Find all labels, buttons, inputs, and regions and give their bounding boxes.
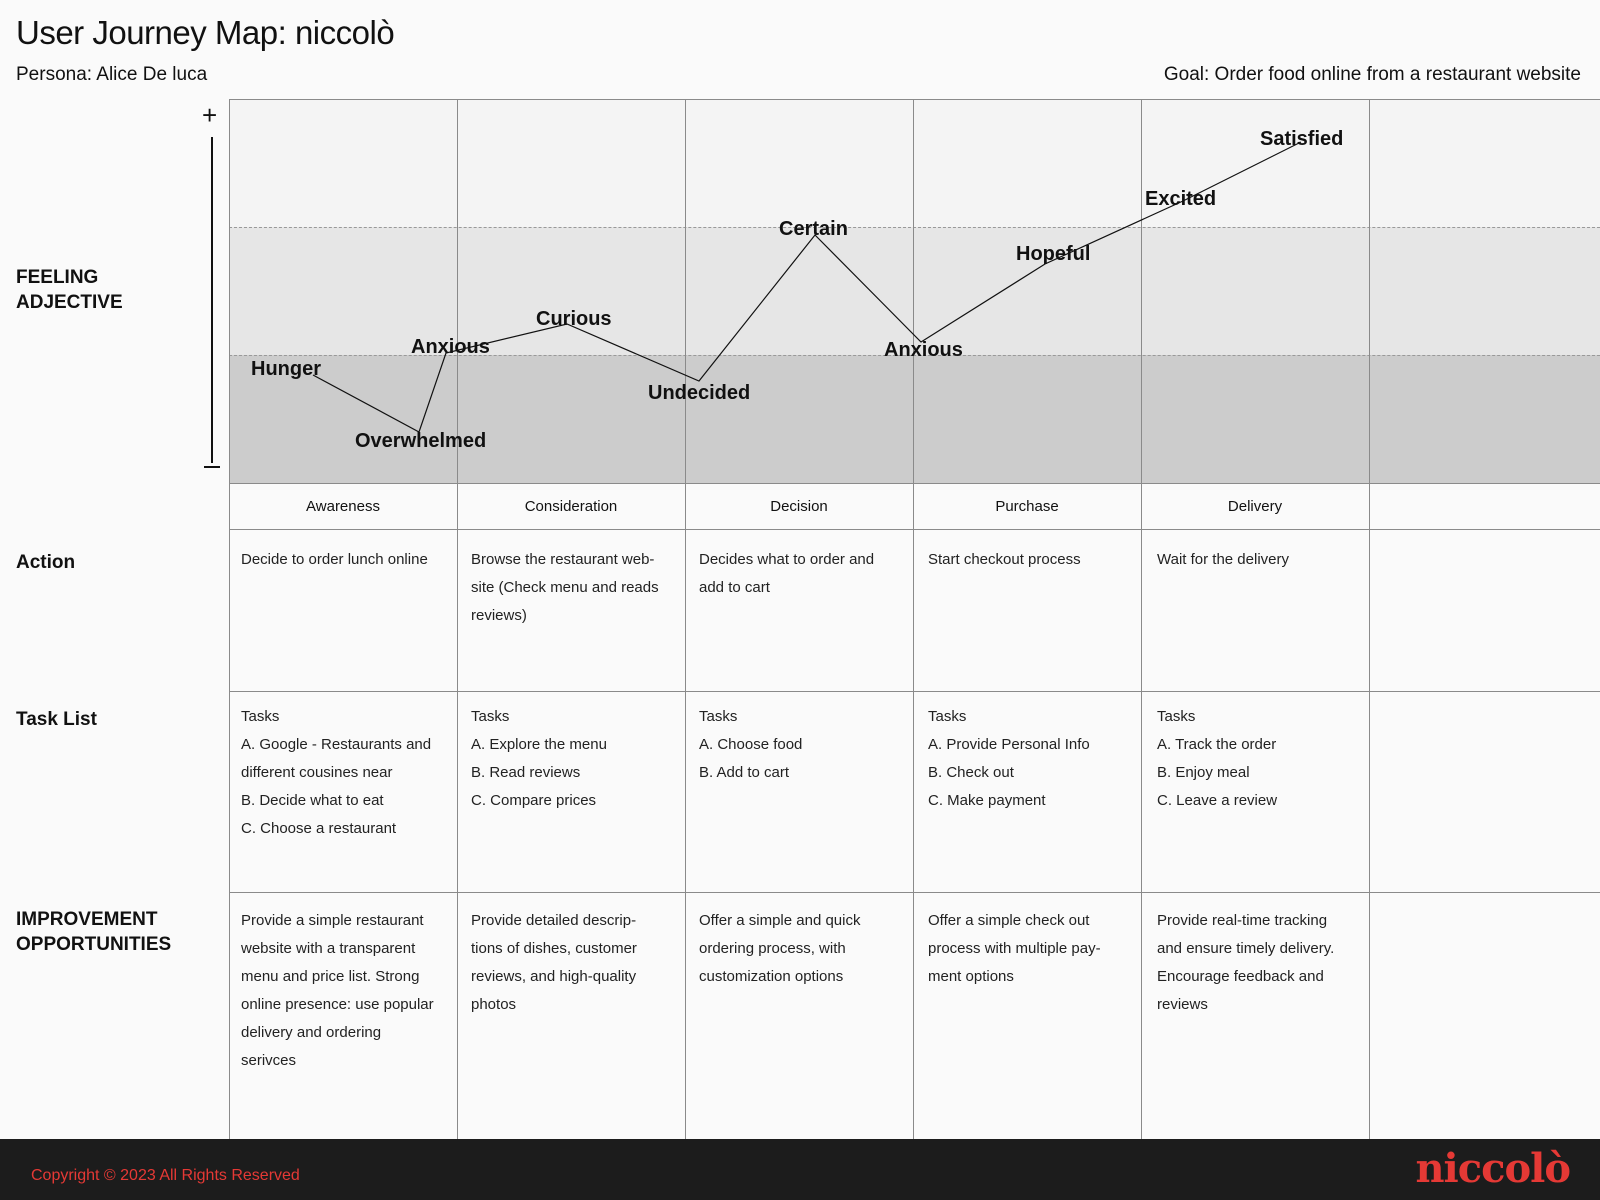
grid-line xyxy=(913,99,914,1139)
task-cell: Tasks A. Track the order B. Enjoy meal C. Leave a review xyxy=(1157,708,1278,809)
feeling-label: Hunger xyxy=(251,358,321,380)
action-cell: Decides what to order and add to cart xyxy=(699,551,875,596)
page-title: User Journey Map: niccolò xyxy=(16,14,395,51)
action-cell: Decide to order lunch online xyxy=(241,551,428,568)
grid-line xyxy=(1369,99,1370,1139)
feeling-label: Satisfied xyxy=(1260,128,1344,150)
improvement-cell: Offer a simple check out process with multiple pay- ment options xyxy=(928,912,1101,985)
feeling-label: Anxious xyxy=(411,336,490,358)
feeling-label: Overwhelmed xyxy=(355,430,487,452)
grid-line xyxy=(229,892,1600,893)
stage-decision: Decision xyxy=(770,498,828,515)
grid-line xyxy=(229,99,1600,100)
goal-label: Goal: Order food online from a restaurant website xyxy=(1163,64,1581,85)
brand-logo: niccolò xyxy=(1415,1145,1570,1192)
row-label-improvement: IMPROVEMENT OPPORTUNITIES xyxy=(16,909,172,955)
feeling-band-neutral xyxy=(229,227,1600,355)
grid-line xyxy=(1141,99,1142,1139)
task-cell: Tasks A. Choose food B. Add to cart xyxy=(699,708,803,781)
improvement-cell: Provide a simple restaurant website with a transparent menu and price list. Strong online presence: use popular delivery and ordering serivces xyxy=(241,912,434,1069)
footer xyxy=(0,1139,1600,1200)
grid-line xyxy=(229,99,230,1139)
task-cell: Tasks A. Explore the menu B. Read reviews C. Compare prices xyxy=(471,708,607,809)
stage-delivery: Delivery xyxy=(1227,498,1283,515)
band-divider xyxy=(229,355,1600,356)
improvement-cell: Provide detailed descrip- tions of dishes, customer reviews, and high-quality photos xyxy=(471,912,637,1013)
feeling-band-positive xyxy=(229,99,1600,227)
stage-awareness: Awareness xyxy=(306,498,380,515)
stage-consideration: Consideration xyxy=(524,498,618,515)
feeling-label: Curious xyxy=(536,308,612,330)
row-label-tasks: Task List xyxy=(16,709,97,730)
scale-plus-icon: + xyxy=(202,100,218,130)
feeling-label: Certain xyxy=(779,218,848,240)
grid-line xyxy=(457,99,458,1139)
feeling-label: Hopeful xyxy=(1016,243,1091,265)
scale-minus-icon xyxy=(204,466,220,468)
feeling-band-negative xyxy=(229,355,1600,483)
row-label-feeling: FEELING ADJECTIVE xyxy=(16,267,123,313)
grid-line xyxy=(229,691,1600,692)
action-cell: Wait for the delivery xyxy=(1157,551,1289,568)
feeling-label: Excited xyxy=(1145,188,1217,210)
task-cell: Tasks A. Provide Personal Info B. Check out C. Make payment xyxy=(928,708,1090,809)
scale-axis xyxy=(211,137,213,463)
row-label-action: Action xyxy=(16,552,76,573)
feeling-label: Undecided xyxy=(648,382,751,404)
band-divider xyxy=(229,227,1600,228)
copyright-text: Copyright © 2023 All Rights Reserved xyxy=(31,1167,300,1184)
task-cell: Tasks A. Google - Restaurants and different cousines near B. Decide what to eat C. Choose a restaurant xyxy=(241,708,432,837)
persona-label: Persona: Alice De luca xyxy=(16,64,208,85)
improvement-cell: Offer a simple and quick ordering process, with customization options xyxy=(699,912,861,985)
grid-line xyxy=(229,529,1600,530)
stage-purchase: Purchase xyxy=(995,498,1059,515)
action-cell: Browse the restaurant web- site (Check menu and reads reviews) xyxy=(471,551,659,624)
feeling-label: Anxious xyxy=(884,339,963,361)
action-cell: Start checkout process xyxy=(928,551,1081,568)
improvement-cell: Provide real-time tracking and ensure timely delivery. Encourage feedback and reviews xyxy=(1157,912,1335,1013)
grid-line xyxy=(685,99,686,1139)
